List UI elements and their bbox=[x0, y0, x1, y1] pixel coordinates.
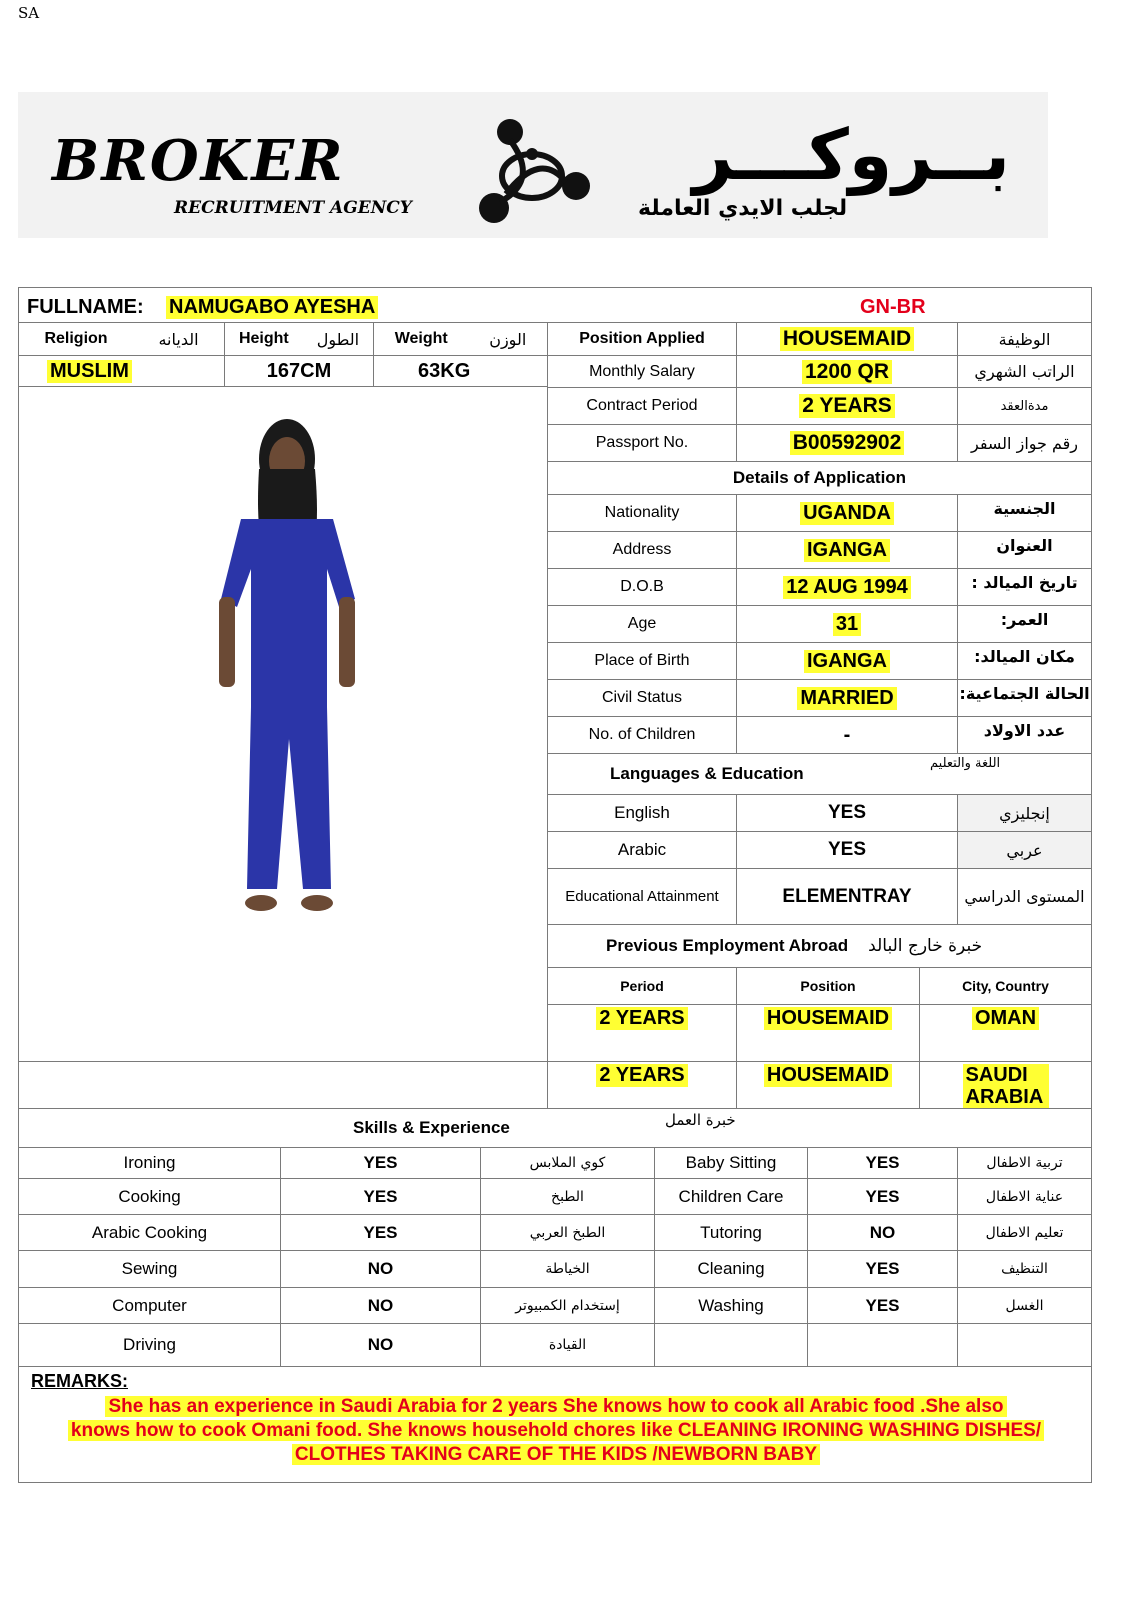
skill-label: Cleaning bbox=[697, 1259, 765, 1278]
position-applied-value: HOUSEMAID bbox=[780, 327, 914, 351]
skill-label-ar: كوي الملابس bbox=[529, 1155, 606, 1171]
language-row-value: ELEMENTRAY bbox=[782, 885, 912, 907]
detail-ar-cell bbox=[957, 568, 1092, 606]
application-row-ar: العنوان bbox=[996, 536, 1053, 555]
passport-no-value: B00592902 bbox=[790, 431, 905, 455]
skill-label-ar: عناية الاطفال bbox=[985, 1188, 1064, 1205]
skill-label-cell bbox=[18, 1147, 281, 1179]
language-label-cell bbox=[547, 794, 737, 832]
language-row-ar: عربي bbox=[1006, 840, 1043, 860]
detail-label-cell bbox=[547, 716, 737, 754]
fullname-value: NAMUGABO AYESHA bbox=[166, 296, 378, 319]
detail-value-cell bbox=[736, 355, 958, 388]
detail-label-cell bbox=[547, 322, 737, 356]
skill-ar-cell bbox=[480, 1178, 655, 1215]
skill-label: Ironing bbox=[123, 1153, 176, 1172]
weight-label: Weight bbox=[394, 330, 448, 347]
brand-tagline-en: RECRUITMENT AGENCY bbox=[174, 198, 412, 218]
detail-label-cell bbox=[547, 531, 737, 569]
detail-value-cell bbox=[736, 424, 958, 462]
language-value-cell bbox=[736, 794, 958, 832]
detail-ar-cell bbox=[957, 605, 1092, 643]
skill-value-cell bbox=[280, 1287, 481, 1324]
employment-period: 2 YEARS bbox=[596, 1007, 687, 1030]
contract-period-label: Contract Period bbox=[586, 397, 698, 414]
skill-value-cell bbox=[280, 1323, 481, 1367]
detail-value-cell bbox=[736, 605, 958, 643]
application-row-value: UGANDA bbox=[800, 502, 894, 525]
employment-title: Previous Employment Abroad bbox=[606, 936, 849, 955]
application-row-label: Civil Status bbox=[601, 689, 683, 706]
detail-value-cell bbox=[736, 642, 958, 680]
skill-ar-cell bbox=[957, 1250, 1092, 1288]
detail-ar-cell bbox=[957, 679, 1092, 717]
monthly-salary-value: 1200 QR bbox=[802, 360, 892, 384]
remarks-line: She has an experience in Saudi Arabia for 2 years She knows how to cook all Arabic food .She also bbox=[105, 1396, 1006, 1417]
application-title: Details of Application bbox=[732, 468, 907, 487]
skill-label-cell bbox=[18, 1178, 281, 1215]
candidate-photo bbox=[215, 399, 365, 919]
detail-value-cell bbox=[736, 716, 958, 754]
skill-label-ar: إستخدام الكمبيوتر bbox=[515, 1297, 620, 1314]
language-row-label: Educational Attainment bbox=[565, 888, 719, 905]
application-row-value: IGANGA bbox=[804, 650, 890, 673]
skill-value: YES bbox=[865, 1186, 900, 1206]
application-row-value: MARRIED bbox=[797, 687, 896, 710]
skill-label-cell bbox=[654, 1147, 808, 1179]
language-row-label: English bbox=[614, 803, 670, 822]
weight-value: 63KG bbox=[418, 359, 471, 382]
skill-label: Cooking bbox=[118, 1186, 181, 1206]
language-ar-cell bbox=[957, 794, 1092, 832]
brand-name-en: BROKER bbox=[52, 128, 345, 194]
employment-period: 2 YEARS bbox=[596, 1064, 687, 1087]
agency-logo-banner bbox=[18, 92, 1048, 238]
skill-label: Children Care bbox=[678, 1186, 784, 1206]
application-row-value: IGANGA bbox=[804, 539, 890, 562]
height-value: 167CM bbox=[266, 359, 332, 382]
skill-label-ar: القيادة bbox=[548, 1337, 587, 1353]
country-header: City, Country bbox=[962, 978, 1049, 994]
language-row-value: YES bbox=[827, 802, 867, 823]
skill-value-cell bbox=[807, 1147, 958, 1179]
religion-header bbox=[18, 322, 225, 356]
detail-label-cell bbox=[547, 387, 737, 425]
skills-title-ar: خبرة العمل bbox=[665, 1111, 736, 1129]
molecule-logo-icon bbox=[470, 110, 600, 230]
employment-cell bbox=[736, 1061, 920, 1109]
column-header bbox=[547, 967, 737, 1005]
skill-ar-cell bbox=[480, 1214, 655, 1251]
religion-label-ar: الديانه bbox=[158, 329, 199, 349]
employment-cell bbox=[736, 1004, 920, 1062]
skill-label-ar: الخياطة bbox=[545, 1261, 590, 1277]
weight-label-ar: الوزن bbox=[489, 329, 527, 349]
skill-label-cell bbox=[18, 1287, 281, 1324]
detail-label-cell bbox=[547, 605, 737, 643]
employment-cell bbox=[547, 1061, 737, 1109]
language-label-cell bbox=[547, 868, 737, 925]
skill-ar-cell bbox=[957, 1178, 1092, 1215]
skill-label-cell bbox=[18, 1250, 281, 1288]
application-row-value: 12 AUG 1994 bbox=[783, 576, 911, 599]
employment-cell bbox=[547, 1004, 737, 1062]
detail-ar-cell bbox=[957, 716, 1092, 754]
monthly-salary-ar: الراتب الشهري bbox=[974, 362, 1075, 381]
skill-value-cell bbox=[807, 1178, 958, 1215]
period-header: Period bbox=[620, 978, 664, 994]
section-header bbox=[547, 924, 1092, 968]
monthly-salary-label: Monthly Salary bbox=[589, 362, 695, 380]
detail-value-cell bbox=[736, 322, 958, 356]
detail-label-cell bbox=[547, 424, 737, 462]
skill-label-cell bbox=[654, 1323, 808, 1367]
application-row-value: - bbox=[843, 723, 851, 746]
detail-label-cell bbox=[547, 568, 737, 606]
application-row-label: Place of Birth bbox=[594, 652, 690, 669]
height-cell bbox=[224, 355, 374, 387]
height-label-ar: الطول bbox=[316, 329, 360, 349]
language-value-cell bbox=[736, 868, 958, 925]
languages-title-ar: اللغة والتعليم bbox=[930, 756, 1001, 771]
application-row-label: No. of Children bbox=[588, 726, 696, 743]
detail-label-cell bbox=[547, 494, 737, 532]
skill-label: Driving bbox=[123, 1335, 176, 1354]
skill-label-cell bbox=[654, 1250, 808, 1288]
contract-period-value: 2 YEARS bbox=[799, 394, 895, 418]
passport-no-ar: رقم جواز السفر bbox=[970, 433, 1079, 453]
language-row-label: Arabic bbox=[617, 840, 667, 859]
skill-value-cell bbox=[807, 1323, 958, 1367]
religion-cell bbox=[18, 355, 225, 387]
employment-country: OMAN bbox=[972, 1007, 1039, 1030]
employment-cell bbox=[919, 1061, 1092, 1109]
language-row-ar: إنجليزي bbox=[999, 803, 1050, 823]
language-label-cell bbox=[547, 831, 737, 869]
detail-ar-cell bbox=[957, 642, 1092, 680]
skill-label: Tutoring bbox=[700, 1222, 762, 1242]
skill-value: YES bbox=[363, 1186, 398, 1206]
section-header bbox=[18, 1108, 1092, 1148]
language-ar-cell bbox=[957, 831, 1092, 869]
language-ar-cell bbox=[957, 868, 1092, 925]
skill-value-cell bbox=[280, 1214, 481, 1251]
column-header bbox=[736, 967, 920, 1005]
skill-ar-cell bbox=[480, 1147, 655, 1179]
employment-position: HOUSEMAID bbox=[764, 1007, 892, 1030]
skill-label-ar: الطبخ bbox=[551, 1188, 584, 1205]
skill-value: YES bbox=[865, 1295, 900, 1315]
employment-cell bbox=[919, 1004, 1092, 1062]
religion-label: Religion bbox=[44, 330, 108, 347]
application-row-ar: مكان الميالد: bbox=[974, 647, 1075, 666]
detail-ar-cell bbox=[957, 322, 1092, 356]
column-header bbox=[919, 967, 1092, 1005]
skill-label-ar: التنظيف bbox=[1001, 1261, 1048, 1277]
skill-value: NO bbox=[367, 1295, 394, 1315]
application-row-label: Address bbox=[612, 541, 672, 558]
skill-label-ar: تربية الاطفال bbox=[986, 1155, 1063, 1171]
skill-ar-cell bbox=[957, 1287, 1092, 1324]
brand-tagline-ar: لجلب الايدي العاملة bbox=[638, 196, 848, 221]
skill-value: NO bbox=[367, 1259, 394, 1278]
height-label: Height bbox=[238, 330, 289, 347]
religion-value: MUSLIM bbox=[47, 360, 132, 383]
reference-code: GN-BR bbox=[860, 296, 926, 318]
skill-label: Baby Sitting bbox=[685, 1153, 777, 1172]
remarks-line: CLOTHES TAKING CARE OF THE KIDS /NEWBORN BABY bbox=[292, 1444, 820, 1465]
skill-value: YES bbox=[363, 1222, 398, 1242]
language-row-value: YES bbox=[827, 839, 867, 860]
weight-cell bbox=[373, 355, 548, 387]
detail-ar-cell bbox=[957, 531, 1092, 569]
skill-value-cell bbox=[807, 1250, 958, 1288]
detail-ar-cell bbox=[957, 424, 1092, 462]
skill-label: Sewing bbox=[121, 1259, 178, 1278]
detail-value-cell bbox=[736, 531, 958, 569]
skill-value: NO bbox=[869, 1222, 896, 1242]
detail-value-cell bbox=[736, 387, 958, 425]
skill-value: YES bbox=[865, 1259, 900, 1278]
employment-title-ar: خبرة خارج البالد bbox=[868, 936, 983, 956]
brand-name-ar: بــروكـــر bbox=[692, 114, 1010, 196]
application-row-ar: العمر: bbox=[1000, 610, 1049, 629]
skill-label-cell bbox=[18, 1214, 281, 1251]
detail-label-cell bbox=[547, 642, 737, 680]
employment-position: HOUSEMAID bbox=[764, 1064, 892, 1087]
language-row-ar: المستوى الدراسي bbox=[964, 887, 1085, 906]
remarks-text bbox=[19, 1395, 1093, 1467]
employment-country: SAUDI ARABIA bbox=[963, 1064, 1049, 1108]
application-row-value: 31 bbox=[833, 613, 861, 636]
detail-ar-cell bbox=[957, 355, 1092, 388]
detail-value-cell bbox=[736, 679, 958, 717]
skill-label-cell bbox=[654, 1178, 808, 1215]
skill-ar-cell bbox=[957, 1147, 1092, 1179]
position-applied-label: Position Applied bbox=[579, 330, 705, 347]
detail-ar-cell bbox=[957, 494, 1092, 532]
skill-label-cell bbox=[654, 1287, 808, 1324]
position-applied-ar: الوظيفة bbox=[998, 329, 1051, 349]
skill-value: NO bbox=[367, 1335, 394, 1354]
section-header bbox=[547, 753, 1092, 795]
detail-label-cell bbox=[547, 679, 737, 717]
remarks-line: knows how to cook Omani food. She knows household chores like CLEANING IRONING WASHING DISHES/ bbox=[68, 1420, 1044, 1441]
height-header bbox=[224, 322, 374, 356]
detail-label-cell bbox=[547, 355, 737, 388]
passport-no-label: Passport No. bbox=[595, 434, 689, 451]
weight-header bbox=[373, 322, 548, 356]
application-row-ar: الحالة الجتماعية: bbox=[959, 684, 1090, 703]
skill-label-ar: الطبخ العربي bbox=[529, 1224, 606, 1241]
skill-label: Computer bbox=[112, 1295, 187, 1315]
skill-label-ar: تعليم الاطفال bbox=[985, 1224, 1064, 1241]
skills-title: Skills & Experience bbox=[353, 1118, 510, 1137]
skill-label-cell bbox=[18, 1323, 281, 1367]
skill-ar-cell bbox=[480, 1323, 655, 1367]
remarks-box bbox=[18, 1366, 1092, 1483]
skill-label: Arabic Cooking bbox=[91, 1222, 208, 1242]
empty-cell bbox=[18, 1061, 548, 1109]
corner-mark: SA bbox=[18, 4, 40, 22]
skill-value-cell bbox=[280, 1250, 481, 1288]
language-value-cell bbox=[736, 831, 958, 869]
skill-value-cell bbox=[280, 1147, 481, 1179]
detail-value-cell bbox=[736, 568, 958, 606]
application-row-ar: عدد الاولاد bbox=[983, 721, 1066, 740]
skill-value-cell bbox=[807, 1214, 958, 1251]
application-row-label: Nationality bbox=[604, 504, 680, 521]
detail-ar-cell bbox=[957, 387, 1092, 425]
fullname-label: FULLNAME: bbox=[27, 296, 144, 318]
application-row-label: Age bbox=[627, 615, 657, 632]
skill-ar-cell bbox=[957, 1214, 1092, 1251]
section-header bbox=[547, 461, 1092, 495]
skill-value: YES bbox=[865, 1153, 900, 1172]
application-row-ar: تاريخ الميالد : bbox=[971, 573, 1078, 592]
contract-period-ar: مدةالعقد bbox=[1000, 398, 1049, 414]
skill-value-cell bbox=[280, 1178, 481, 1215]
remarks-label: REMARKS: bbox=[31, 1371, 128, 1391]
position-header: Position bbox=[800, 978, 856, 994]
skill-value: YES bbox=[363, 1153, 398, 1172]
photo-frame bbox=[18, 386, 548, 1062]
languages-title: Languages & Education bbox=[610, 764, 804, 783]
skill-ar-cell bbox=[957, 1323, 1092, 1367]
skill-label-cell bbox=[654, 1214, 808, 1251]
skill-ar-cell bbox=[480, 1287, 655, 1324]
application-row-label: D.O.B bbox=[620, 578, 664, 595]
detail-value-cell bbox=[736, 494, 958, 532]
skill-label-ar: الغسل bbox=[1005, 1297, 1044, 1314]
application-row-ar: الجنسية bbox=[993, 499, 1056, 518]
skill-value-cell bbox=[807, 1287, 958, 1324]
skill-ar-cell bbox=[480, 1250, 655, 1288]
skill-label: Washing bbox=[698, 1295, 764, 1315]
